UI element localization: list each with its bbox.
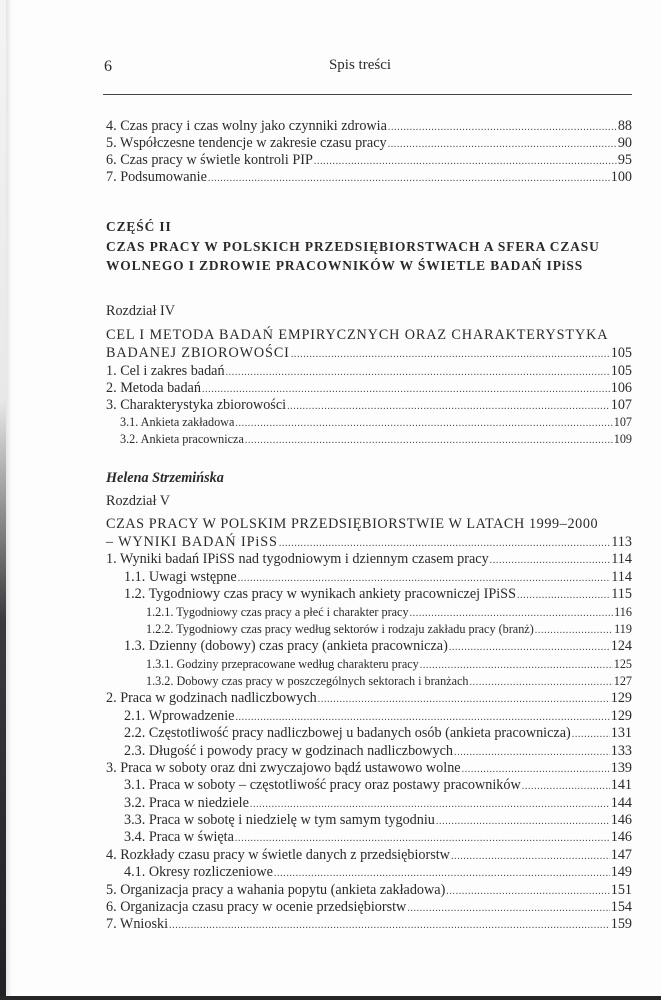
toc-entry-page: 116 bbox=[614, 605, 632, 619]
toc-entry-page: 119 bbox=[614, 622, 632, 636]
toc-entry[interactable] bbox=[106, 882, 632, 900]
toc-entry-page: 131 bbox=[610, 725, 632, 741]
toc-entry[interactable] bbox=[106, 169, 632, 187]
toc-entry-page: 159 bbox=[610, 916, 632, 932]
toc-entry[interactable] bbox=[124, 812, 632, 830]
chapter-title-line-2: BADANEJ ZBIOROWOŚCI bbox=[106, 345, 290, 361]
toc-entry-label: 2.1. Wprowadzenie bbox=[124, 708, 235, 724]
running-title: Spis treści bbox=[328, 57, 392, 73]
dot-leader bbox=[436, 813, 610, 830]
toc-entry-label: 1.3. Dzienny (dobowy) czas pracy (ankieta pracownicza) bbox=[124, 638, 448, 654]
dot-leader bbox=[287, 398, 610, 415]
toc-entry[interactable] bbox=[106, 363, 632, 381]
toc-entry-page: 100 bbox=[610, 169, 632, 185]
chapter-title-line-1: CZAS PRACY W POLSKIM PRZEDSIĘBIORSTWIE W LATACH 1999–2000 bbox=[106, 516, 599, 532]
toc-entry-label: 7. Wnioski bbox=[106, 916, 169, 932]
toc-entry-page: 113 bbox=[611, 534, 632, 550]
toc-entry-page: 127 bbox=[613, 674, 632, 688]
part-label: CZĘŚĆ II bbox=[106, 219, 172, 234]
toc-entry-page: 154 bbox=[610, 899, 632, 915]
toc-entry-page: 144 bbox=[610, 795, 632, 811]
dot-leader bbox=[420, 657, 613, 674]
dot-leader bbox=[572, 726, 610, 743]
part-title-line-1: CZAS PRACY W POLSKICH PRZEDSIĘBIORSTWACH A SFERA CZASU bbox=[106, 239, 600, 254]
chapter-title-line-1: CEL I METODA BADAŃ EMPIRYCZNYCH ORAZ CHARAKTERYSTYKA bbox=[106, 327, 609, 343]
dot-leader bbox=[388, 119, 617, 136]
toc-entry-label: 3.4. Praca w święta bbox=[124, 829, 234, 845]
toc-entry-page: 106 bbox=[610, 380, 632, 396]
toc-entry-label: 1.3.1. Godziny przepracowane według charakteru pracy bbox=[146, 657, 419, 671]
chapter-label: Rozdział IV bbox=[106, 303, 175, 319]
dot-leader bbox=[446, 883, 609, 900]
toc-entry-label: 5. Organizacja pracy a wahania popytu (ankieta zakładowa) bbox=[106, 882, 446, 898]
part-title-line-2: WOLNEGO I ZDROWIE PRACOWNIKÓW W ŚWIETLE BADAŃ IPiSS bbox=[106, 258, 584, 273]
toc-entry-page: 88 bbox=[617, 118, 632, 134]
toc-entry[interactable] bbox=[124, 829, 632, 847]
toc-entry-page: 114 bbox=[611, 569, 632, 585]
toc-entry-page: 109 bbox=[613, 432, 632, 446]
toc-entry-label: 1.1. Uwagi wstępne bbox=[124, 569, 237, 585]
toc-entry-label: 1. Wyniki badań IPiSS nad tygodniowym i dziennym czasem pracy bbox=[106, 551, 489, 567]
toc-entry[interactable] bbox=[106, 551, 632, 569]
toc-entry[interactable] bbox=[124, 864, 632, 882]
toc-entry[interactable] bbox=[124, 725, 632, 743]
toc-entry-page: 149 bbox=[610, 864, 632, 880]
toc-entry-page: 151 bbox=[610, 882, 632, 898]
toc-entry-page: 146 bbox=[610, 812, 632, 828]
toc-entry-label: 1.3.2. Dobowy czas pracy w poszczególnych sektorach i branżach bbox=[146, 674, 469, 688]
toc-entry[interactable] bbox=[124, 569, 632, 587]
scan-edge-bottom bbox=[0, 996, 661, 1000]
dot-leader bbox=[238, 570, 611, 587]
toc-entry-page: 105 bbox=[610, 363, 632, 379]
toc-entry-label: 4. Czas pracy i czas wolny jako czynniki zdrowia bbox=[106, 118, 387, 134]
toc-entry-page: 139 bbox=[610, 760, 632, 776]
dot-leader bbox=[245, 432, 613, 449]
dot-leader bbox=[202, 381, 610, 398]
toc-entry-label: 2. Metoda badań bbox=[106, 380, 201, 396]
dot-leader bbox=[169, 917, 610, 934]
toc-entry[interactable] bbox=[146, 673, 632, 691]
toc-entry-page: 129 bbox=[610, 690, 632, 706]
dot-leader bbox=[318, 691, 610, 708]
toc-entry-label: 1.2.2. Tygodniowy czas pracy według sektorów i rodzaju zakładu pracy (branż) bbox=[146, 622, 534, 636]
dot-leader bbox=[274, 865, 610, 882]
toc-entry[interactable] bbox=[106, 135, 632, 153]
dot-leader bbox=[279, 535, 610, 552]
toc-entry[interactable] bbox=[106, 899, 632, 917]
toc-entry-label: 3.3. Praca w sobotę i niedzielę w tym samym tygodniu bbox=[124, 812, 435, 828]
toc-entry[interactable] bbox=[146, 604, 632, 622]
toc-entry-page: 124 bbox=[610, 638, 632, 654]
toc-entry-label: 1. Cel i zakres badań bbox=[106, 363, 225, 379]
toc-entry-page: 115 bbox=[611, 586, 632, 602]
dot-leader bbox=[470, 674, 613, 691]
toc-entry-page: 114 bbox=[611, 551, 632, 567]
toc-entry[interactable] bbox=[120, 431, 632, 449]
dot-leader bbox=[235, 415, 612, 432]
toc-entry-label: 7. Podsumowanie bbox=[106, 169, 207, 185]
toc-entry-label: 3.2. Ankieta pracownicza bbox=[120, 432, 244, 446]
page-number: 6 bbox=[104, 58, 112, 75]
toc-entry-page: 107 bbox=[613, 415, 632, 429]
toc-entry[interactable] bbox=[120, 414, 632, 432]
toc-entry-label: 3.1. Ankieta zakładowa bbox=[120, 415, 235, 429]
dot-leader bbox=[314, 153, 617, 170]
toc-entry-page: 146 bbox=[610, 829, 632, 845]
toc-entry-label: 2.3. Długość i powody pracy w godzinach nadliczbowych bbox=[124, 743, 453, 759]
dot-leader bbox=[407, 900, 609, 917]
dot-leader bbox=[235, 709, 609, 726]
toc-entry[interactable] bbox=[146, 656, 632, 674]
toc-entry-label: 4. Rozkłady czasu pracy w świetle danych z przedsiębiorstw bbox=[106, 847, 450, 863]
chapter-title-entry[interactable] bbox=[106, 345, 632, 363]
chapter-author: Helena Strzemińska bbox=[106, 470, 224, 486]
chapter-title-entry[interactable] bbox=[106, 534, 632, 552]
toc-entry[interactable] bbox=[124, 708, 632, 726]
dot-leader bbox=[388, 136, 617, 153]
dot-leader bbox=[291, 346, 610, 363]
toc-entry-label: 1.2. Tygodniowy czas pracy w wynikach ankiety pracowniczej IPiSS bbox=[124, 586, 516, 602]
toc-entry-label: 2. Praca w godzinach nadliczbowych bbox=[106, 690, 317, 706]
dot-leader bbox=[535, 622, 613, 639]
toc-entry-label: 6. Czas pracy w świetle kontroli PIP bbox=[106, 152, 313, 168]
dot-leader bbox=[410, 605, 614, 622]
dot-leader bbox=[522, 778, 610, 795]
toc-entry-page: 95 bbox=[617, 152, 632, 168]
dot-leader bbox=[490, 552, 611, 569]
toc-entry-page: 129 bbox=[610, 708, 632, 724]
dot-leader bbox=[454, 744, 610, 761]
toc-entry[interactable] bbox=[106, 118, 632, 136]
toc-entry[interactable] bbox=[106, 847, 632, 865]
dot-leader bbox=[451, 848, 610, 865]
toc-entry-label: 4.1. Okresy rozliczeniowe bbox=[124, 864, 273, 880]
header-rule bbox=[103, 94, 632, 95]
toc-entry-label: 3.2. Praca w niedziele bbox=[124, 795, 249, 811]
toc-entry-label: 3.1. Praca w soboty – częstotliwość pracy oraz postawy pracowników bbox=[124, 777, 521, 793]
toc-entry-page: 147 bbox=[610, 847, 632, 863]
toc-entry-label: 3. Charakterystyka zbiorowości bbox=[106, 397, 287, 413]
dot-leader bbox=[517, 587, 610, 604]
toc-entry[interactable] bbox=[146, 621, 632, 639]
toc-entry-label: 1.2.1. Tygodniowy czas pracy a płeć i charakter pracy bbox=[146, 605, 409, 619]
toc-entry-page: 133 bbox=[610, 743, 632, 759]
toc-entry-page: 125 bbox=[613, 657, 632, 671]
toc-entry-label: 3. Praca w soboty oraz dni zwyczajowo bądź ustawowo wolne bbox=[106, 760, 461, 776]
dot-leader bbox=[449, 639, 610, 656]
toc-entry-page: 141 bbox=[610, 777, 632, 793]
scan-edge-shadow bbox=[6, 0, 12, 1000]
chapter-label: Rozdział V bbox=[106, 493, 170, 509]
dot-leader bbox=[250, 796, 610, 813]
chapter-title-line-2: – WYNIKI BADAŃ IPiSS bbox=[106, 534, 278, 550]
toc-entry-label: 2.2. Częstotliwość pracy nadliczbowej u badanych osób (ankieta pracownicza) bbox=[124, 725, 571, 741]
toc-entry[interactable] bbox=[124, 638, 632, 656]
toc-entry[interactable] bbox=[124, 743, 632, 761]
toc-entry-label: 5. Współczesne tendencje w zakresie czasu pracy bbox=[106, 135, 387, 151]
toc-entry[interactable] bbox=[106, 152, 632, 170]
toc-entry[interactable] bbox=[106, 916, 632, 934]
toc-entry[interactable] bbox=[106, 760, 632, 778]
dot-leader bbox=[235, 830, 610, 847]
dot-leader bbox=[462, 761, 610, 778]
toc-entry-page: 107 bbox=[610, 397, 632, 413]
toc-entry-page: 105 bbox=[610, 345, 632, 361]
toc-entry[interactable] bbox=[124, 795, 632, 813]
toc-entry[interactable] bbox=[106, 397, 632, 415]
toc-entry-label: 6. Organizacja czasu pracy w ocenie przedsiębiorstw bbox=[106, 899, 407, 915]
dot-leader bbox=[208, 170, 610, 187]
toc-entry[interactable] bbox=[124, 586, 632, 604]
toc-entry-page: 90 bbox=[617, 135, 632, 151]
toc-entry[interactable] bbox=[106, 690, 632, 708]
toc-entry[interactable] bbox=[124, 777, 632, 795]
toc-entry[interactable] bbox=[106, 380, 632, 398]
dot-leader bbox=[226, 364, 610, 381]
